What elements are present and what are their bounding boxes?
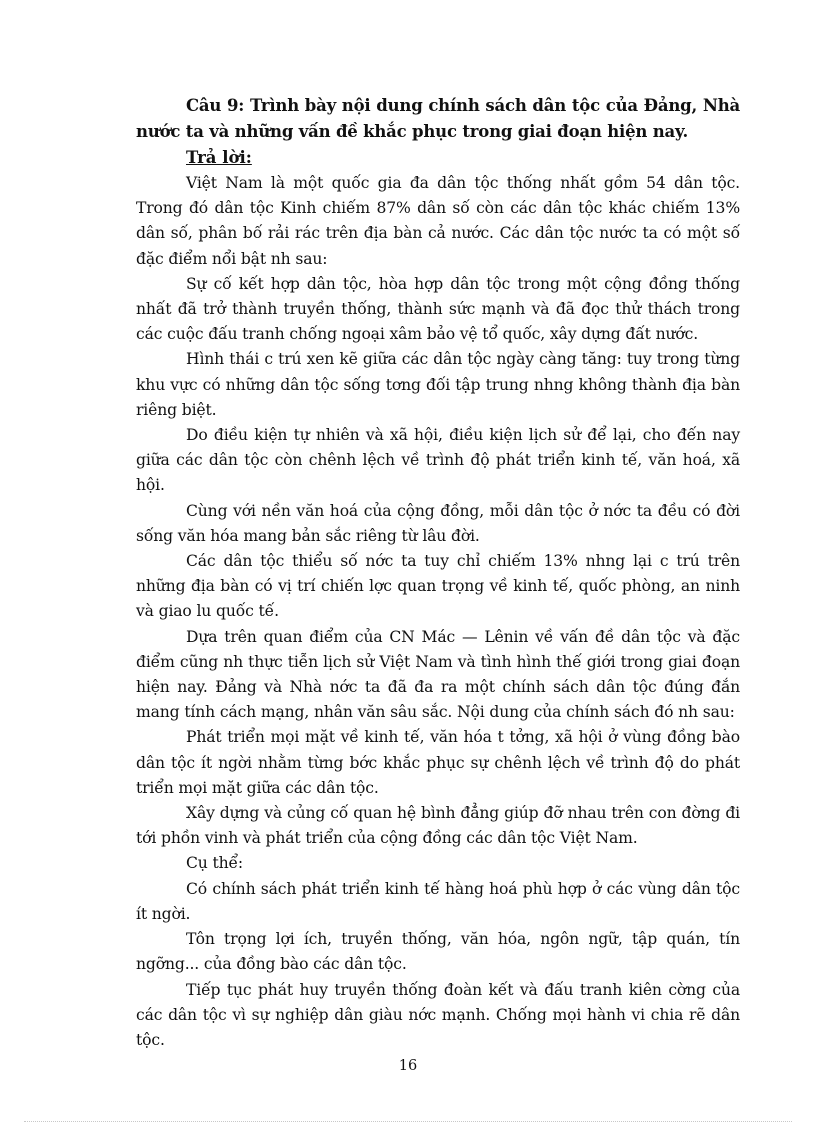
paragraph-equality: Xây dựng và củng cố quan hệ bình đẳng giúp đỡ nhau trên con đờng đi tới phồn vinh và phát triển của cộng đồng các dân tộc Việt Nam. [136,804,740,848]
paragraph-minorities: Các dân tộc thiểu số nớc ta tuy chỉ chiếm 13% nhng lại c trú trên những địa bàn có vị trí chiến lợc quan trọng về kinh tế, quốc phòng, an ninh và giao lu quốc tế. [136,552,740,621]
page-bottom-divider [24,1121,792,1122]
paragraph-develop: Phát triển mọi mặt về kinh tế, văn hóa t tởng, xã hội ở vùng đồng bào dân tộc ít ngời nhằm từng bớc khắc phục sự chênh lệch về trình độ do phát triển mọi mặt giữa các dân tộc. [136,728,740,797]
paragraph-specifically: Cụ thể: [186,854,244,873]
question-title: Câu 9: Trình bày nội dung chính sách dân tộc của Đảng, Nhà nước ta và những vấn đề khắc phục trong giai đoạn hiện nay. [136,96,740,141]
paragraph-respect: Tôn trọng lợi ích, truyền thống, văn hóa, ngôn ngữ, tập quán, tín ngỡng... của đồng bào các dân tộc. [136,930,740,974]
document-page [136,93,740,1053]
answer-label: Trả lời: [186,148,252,167]
paragraph-solidarity: Sự cố kết hợp dân tộc, hòa hợp dân tộc trong một cộng đồng thống nhất đã trở thành truyền thống, thành sức mạnh và đã đọc thử thách trong các cuộc đấu tranh chống ngoại xâm bảo vệ tổ quốc, xây dựng đất nước. [136,274,740,344]
paragraph-unity: Tiếp tục phát huy truyền thống đoàn kết và đấu tranh kiên cờng của các dân tộc vì sự nghiệp dân giàu nớc mạnh. Chống mọi hành vi chia rẽ dân tộc. [136,980,740,1049]
paragraph-residence: Hình thái c trú xen kẽ giữa các dân tộc ngày càng tăng: tuy trong từng khu vực có những dân tộc sống tơng đối tập trung nhng không thành địa bàn riêng biệt. [136,350,740,419]
page-number: 16 [398,1058,418,1074]
paragraph-marxist-view: Dựa trên quan điểm của CN Mác — Lênin về vấn đề dân tộc và đặc điểm cũng nh thực tiễn lịch sử Việt Nam và tình hình thế giới trong giai đoạn hiện nay. Đảng và Nhà nớc ta đã đa ra một chính sách dân tộc đúng đắn mang tính cách mạng, nhân văn sâu sắc. Nội dung của chính sách đó nh sau: [136,627,740,722]
paragraph-conditions: Do điều kiện tự nhiên và xã hội, điều kiện lịch sử để lại, cho đến nay giữa các dân tộc còn chênh lệch về trình độ phát triển kinh tế, văn hoá, xã hội. [136,426,740,495]
paragraph-overview: Việt Nam là một quốc gia đa dân tộc thống nhất gồm 54 dân tộc. Trong đó dân tộc Kinh chiếm 87% dân số còn các dân tộc khác chiếm 13% dân số, phân bố rải rác trên địa bàn cả nước. Các dân tộc nước ta có một số đặc điểm nổi bật nh sau: [136,174,740,268]
paragraph-economy-policy: Có chính sách phát triển kinh tế hàng hoá phù hợp ở các vùng dân tộc ít ngời. [136,879,740,923]
paragraph-culture: Cùng với nền văn hoá của cộng đồng, mỗi dân tộc ở nớc ta đều có đời sống văn hóa mang bản sắc riêng từ lâu đời. [136,501,740,545]
